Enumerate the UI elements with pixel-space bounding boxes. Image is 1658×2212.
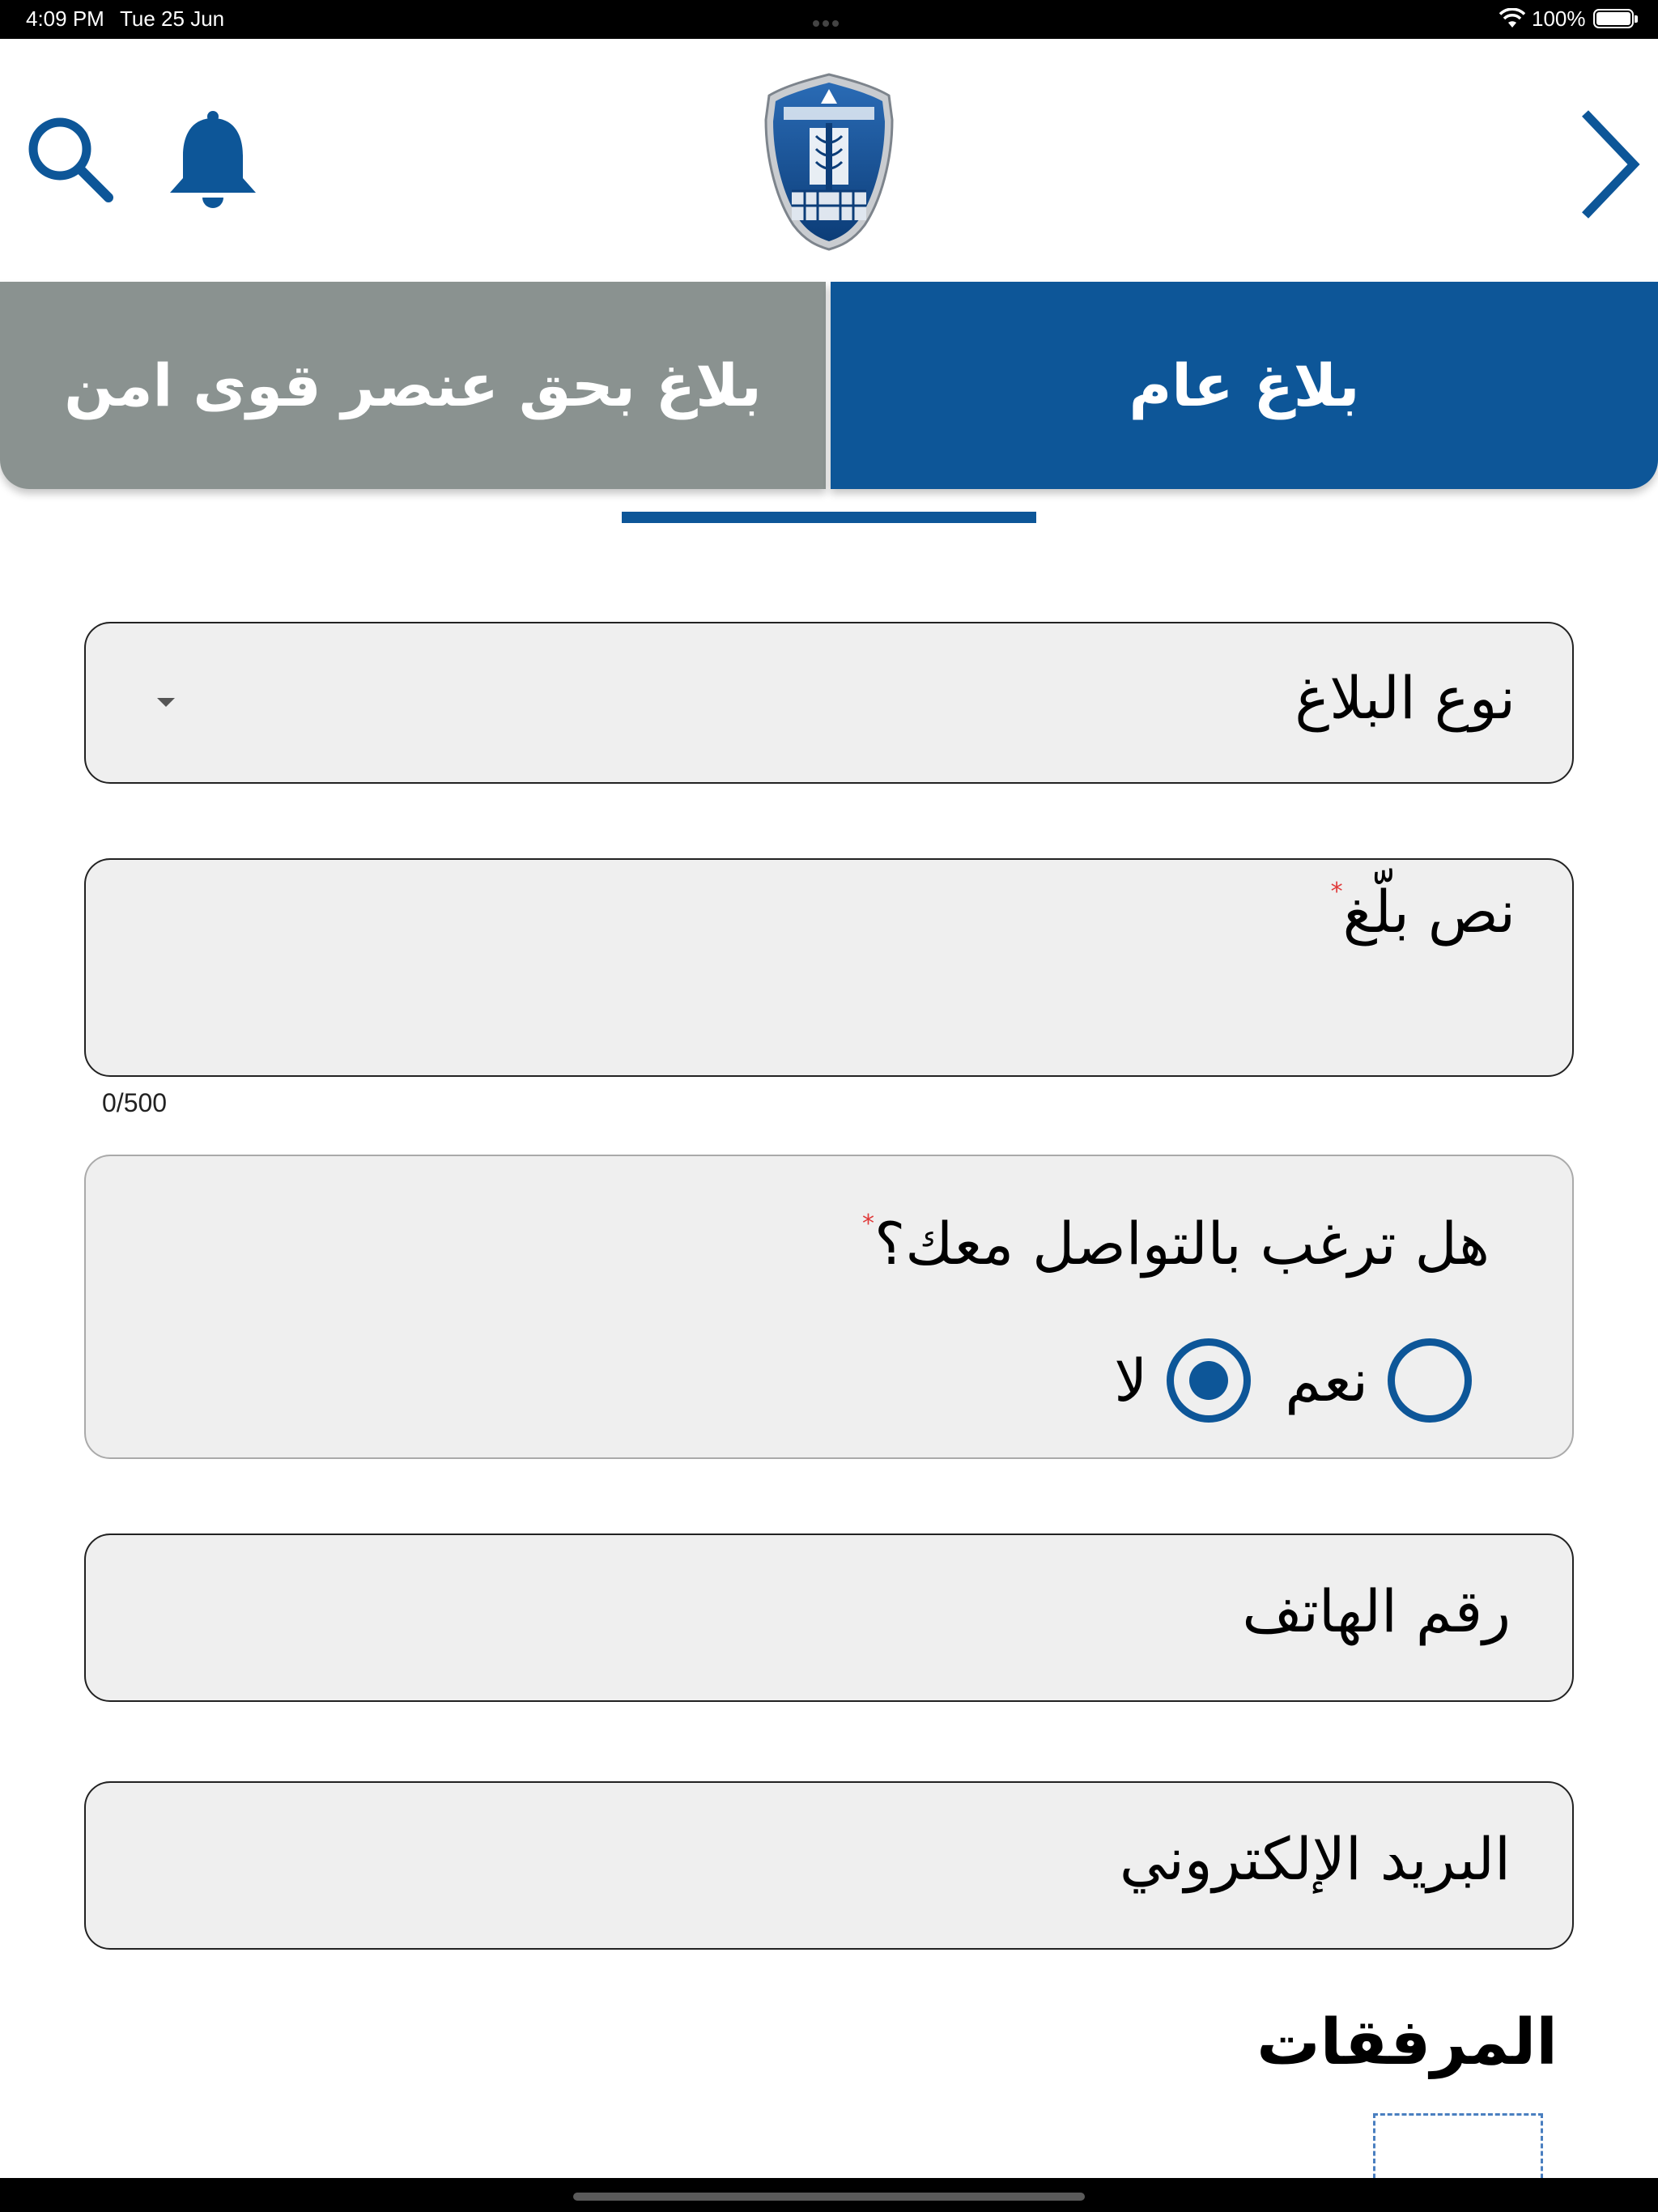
app-header [0, 39, 1658, 282]
attachments-title: المرفقات [1256, 2006, 1558, 2079]
radio-checked-icon[interactable] [1167, 1338, 1251, 1423]
report-text-label-text: نص بلّغ [1342, 878, 1516, 946]
report-text-label [1331, 878, 1516, 946]
status-bar [0, 0, 1658, 39]
radio-label-no: لا [1114, 1346, 1148, 1414]
radio-unchecked-icon[interactable] [1388, 1338, 1472, 1423]
char-counter: 0/500 [102, 1088, 168, 1117]
search-icon[interactable] [24, 113, 115, 204]
bell-icon[interactable] [167, 110, 259, 211]
contact-radio-group [1114, 1336, 1472, 1425]
contact-preference-group [84, 1155, 1574, 1459]
wifi-icon [1499, 8, 1525, 29]
report-type-dropdown[interactable] [84, 622, 1574, 784]
email-label: البريد الإلكتروني [1119, 1825, 1511, 1893]
tab-general-report[interactable]: بلاغ عام [831, 282, 1658, 489]
home-indicator[interactable] [573, 2193, 1085, 2201]
status-date: Tue 25 Jun [120, 6, 225, 31]
radio-label-yes: نعم [1285, 1346, 1368, 1414]
active-tab-indicator [622, 512, 1036, 523]
phone-label: رقم الهاتف [1242, 1577, 1511, 1645]
battery-percentage: 100% [1532, 6, 1586, 31]
status-time: 4:09 PM [26, 6, 104, 31]
report-type-label: نوع البلاغ [1295, 664, 1516, 732]
contact-question [862, 1210, 1490, 1278]
radio-option-no[interactable] [1114, 1338, 1251, 1423]
dropdown-arrow-icon [157, 698, 175, 707]
required-asterisk: * [1330, 878, 1343, 906]
contact-question-text: هل ترغب بالتواصل معك؟ [874, 1210, 1490, 1278]
isf-logo [761, 71, 897, 251]
required-asterisk: * [862, 1210, 875, 1238]
tab-officer-report[interactable]: بلاغ بحق عنصر قوى امن [0, 282, 826, 489]
attachment-upload-box[interactable] [1373, 2113, 1543, 2186]
report-tabs [0, 282, 1658, 489]
battery-icon [1593, 9, 1634, 28]
radio-option-yes[interactable] [1285, 1338, 1472, 1423]
phone-input[interactable] [84, 1534, 1574, 1702]
email-input[interactable] [84, 1781, 1574, 1950]
report-text-input[interactable] [84, 858, 1574, 1077]
chevron-right-icon[interactable] [1571, 104, 1643, 225]
multitasking-dots-icon[interactable] [813, 15, 845, 21]
